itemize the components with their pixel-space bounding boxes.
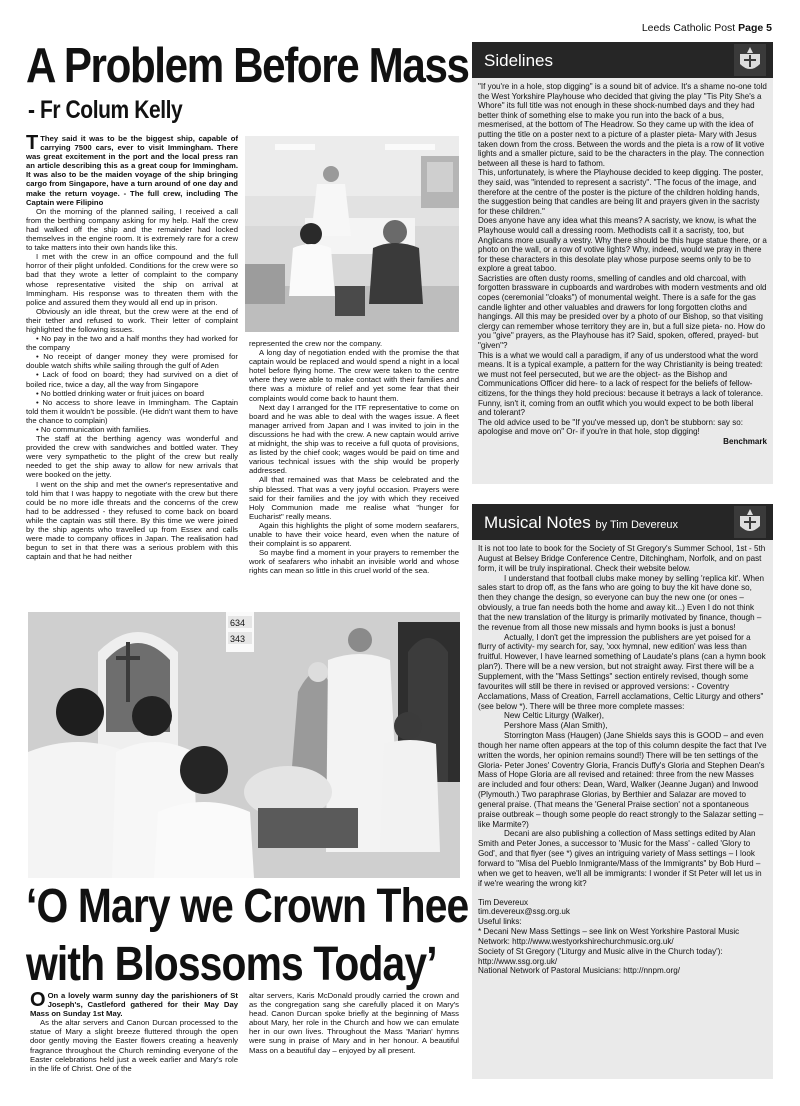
sidelines-title-bar	[472, 42, 773, 78]
article1-headline: A Problem Before Mass	[26, 39, 469, 93]
article1-column-1	[26, 134, 238, 604]
musical-notes-title-bar	[472, 504, 773, 540]
paragraph: A long day of negotiation ended with the promise the that captain would be replaced and would spend a night in a local hotel before flying home. The crew were taken to the centre where they were able to make contact with their families and there was a mixture of relief and yet some fear that their complaints would come back to haunt them.	[249, 348, 459, 403]
paragraph: I met with the crew in an office compound and the full horror of their plight unfolded. Conditions for the crew were so bad that they wrote a letter of complaint to the company whose representative visited the ship on arrival at Immingham. His response was to threaten them with the police and assured them they would all end up in prison.	[26, 252, 238, 307]
sidelines-title: Sidelines	[484, 51, 553, 70]
paragraph: represented the crew nor the company.	[249, 339, 383, 348]
author-name: Tim Devereux	[478, 897, 529, 907]
paragraph: altar servers, Karis McDonald proudly carried the crown and as the congregation sang she carefully placed it on Mary's head. Canon Durcan spoke briefly at the beginning of Mass about Mary, her role in the Church and how we can emulate her in our own lives. Throughout the Mass 'Marian' hymns were sung in praise of Mary and in her honour. A beautiful Mass on a beautiful day – enjoyed by all present.	[249, 991, 459, 1055]
paragraph: The old advice used to be "If you've messed up, don't be stubborn: say so: apologise and move on" Or- if you're in that hole, stop digging!	[478, 417, 743, 437]
sidelines-body	[472, 78, 773, 447]
paragraph: Actually, I don't get the impression the publishers are yet poised for a flurry of activity- my search for, say, 'xxx hymnal, new edition' was less than fruitful. However, I have learned something of Laudate's plans (can a hymn book plan?). There will be a new version, but not straight away. First there will be a Supplement, with the "Mass Settings" section entirely revised, though some favourites will still be there in revised or approved versions: - Coventry Acclamations, Mass of Creation, Farrell acclamations, Celtic Liturgy and others"(see below *). There will be three more complete masses:	[478, 632, 766, 711]
paragraph: Does anyone have any idea what this means? A sacristy, we know, is what the Playhouse would call a dressing room. Methodists call it a sacristy, too, but Anglicans more usually a vestry. Why there should be this huge statue there, or a photo on the wall, or a row of votive lights? Why, indeed, would we pray in there for these characters in this desolate play whose purpose seems only to be to explore a great taboo.	[478, 216, 767, 274]
list-item: • No pay in the two and a half months they had worked for the company	[26, 334, 238, 353]
ship-mass-photo	[245, 136, 459, 332]
musical-notes-body	[472, 540, 773, 976]
signature: Benchmark	[723, 436, 767, 446]
article1-lead: T They said it was to be the biggest ship, capable of carrying 7500 cars, ever to visit Immingham. There was great excitement in the port and the local press ran an article describing this as a great coup for Immingham. It was also to be the maiden voyage of the ship bringing cargo from Singapore, have a turn around of one day and make the return voyage. - The full crew, including The Captain were Filipino	[26, 134, 238, 207]
links-heading: Useful links:	[478, 917, 522, 927]
paragraph: Storrington Mass (Haugen) (Jane Shields says this is GOOD – and even though her name often appears at the top of this column despite the fact that I've written the words, her opinion remains sound!) There will be ten settings of the Gloria- Peter Jones' Coventry Gloria, Francis Duffy's Gloria and Stephen Dean's Mass of Hope Gloria are all revised and retained: three from the new Masses are included and four others: Dean, Ward, Walker (Jeanne Jugan) and Inwood (Plymouth.) Two paraphrase Glorias, by Berthier and Salazar are moved to general praise. (That means the 'General Praise section' not a spontaneous praise outbreak – though some people do react strongly to the Salazar setting – like Marmite?)	[478, 731, 767, 829]
paragraph: This is a what we would call a paradigm, if any of us understood what the word means. It is a typical example, a pattern for the way Christianity is being treated: we must not feel persecuted, but we are the object- as the Bishop and Communications Officer did here- to a lack of respect for the beliefs of fellow-citizens, for the things they hold precious: because it betrays a lack of tolerance. Funny, isn't it, coming from an outfit which you would expect to be both liberal and tolerant?	[478, 350, 763, 418]
paragraph: I went on the ship and met the owner's representative and told him that I was happy to negotiate with the crew but there could be no more idle threats and the concerns of the crew had to be addressed - they refused to come back on board while the captain was still there. By this time we were joined by the ship agents who travelled up from Essex and calls were made to company offices in Japan. The realisation had begun to set in that there was a serious problem with this captain and that he had neither	[26, 479, 238, 562]
ship-mass-photo-illustration	[245, 136, 459, 332]
sidelines-box	[472, 42, 773, 484]
page-number: Page 5	[738, 22, 772, 34]
musical-notes-title: Musical Notes	[484, 513, 591, 532]
paragraph: This, unfortunately, is where the Playhouse decided to keep digging. The poster, they said, was "intended to represent a sacristy". "The focus of the image, and therefore at the centre of the poster is the picture of the children holding hands, the suggestion being that candles are being lit and prayers given in the sacristy for these children."	[478, 168, 764, 216]
musical-notes-byline: by Tim Devereux	[595, 519, 679, 531]
paragraph: "If you're in a hole, stop digging" is a sound bit of advice. It's a shame no-one told the West Yorkshire Playhouse who decided that giving the play "Tis Pity She's a Whore" its full title was not enough in these shock-numbed days and they had better think of something else to make you run into the back of a bus, mesmerised, at the bottom of The Headrow. So they came up with the idea of putting the title on a poster next to a picture of a plaster pieta- Mary with Jesus taken down from the cross. Between the words and the pieta is a row of lit votive lights and a smaller picture, said to be the characters in the play. The connection between all these is hard to fathom.	[478, 82, 767, 168]
diocese-crest-icon	[734, 44, 766, 76]
paragraph: As the altar servers and Canon Durcan processed to the statue of Mary a slight breeze fluttered through the open door gently moving the Easter flowers creating a heavenly fragrance throughout the Church reminding everyone of the Easter celebrations held just a week earlier and Mary's role in the life of Christ. One of the	[30, 1018, 238, 1073]
paragraph: The staff at the berthing agency was wonderful and provided the crew with sandwiches and bottled water. They were very sympathetic to the plight of the crew but really needed to get the ship away to allow for new arrivals that were booked on the jetty.	[26, 434, 238, 480]
paragraph: Next day I arranged for the ITF representative to come on board and he was able to deal with the wages issue. A fleet manager arrived from Japan and I was invited to join in the discussions he had with the crew. A new captain would arrive at midnight, the ship was to receive a full quota of provisions, as listed by the chief cook; wages would be paid on time and various technical issues with the ship would be properly addressed.	[249, 402, 459, 476]
list-item: New Celtic Liturgy (Walker),	[504, 711, 604, 721]
publication-name: Leeds Catholic Post	[641, 22, 736, 34]
article2-headline	[26, 878, 468, 994]
paragraph: All that remained was that Mass be celebrated and the ship blessed. That was a very joyful occasion. Prayers were said for their families and the joy with which they received Holy Communion made me realise what "hunger for Eucharist" really means.	[249, 475, 459, 521]
link-item: National Network of Pastoral Musicians: http://nnpm.org/	[478, 966, 680, 976]
may-crowning-photo	[28, 612, 460, 878]
musical-notes-box	[472, 504, 773, 1079]
diocese-crest-icon	[734, 506, 766, 538]
paragraph: Obviously an idle threat, but the crew were at the end of their tether and refused to work. Their letter of complaint highlighted the following issues.	[26, 306, 238, 334]
hymn-number: 343	[230, 634, 246, 644]
paragraph: On the morning of the planned sailing, I received a call from the berthing company asking for my help. Half the crew had walked off the ship and the remainder had locked themselves in the engine room. It is extremely rare for a crew to take matters into their own hands like this.	[26, 206, 238, 253]
article1-column-2	[249, 339, 459, 604]
list-item: Pershore Mass (Alan Smith),	[504, 721, 608, 731]
list-item: • No receipt of danger money they were promised for double watch shifts while sailing through the gulf of Aden	[26, 352, 238, 371]
list-item: • No access to shore leave in Immingham. The Captain told them it wouldn't be possible. (He didn't want them to have the chance to complain)	[26, 397, 238, 425]
link-item: Society of St Gregory ('Liturgy and Music alive in the Church today'): http://www.ssg.org.uk/	[478, 946, 723, 966]
list-item: • Lack of food on board; they had survived on a diet of boiled rice, twice a day, all the way from Singapore	[26, 370, 238, 389]
paragraph: Decani are also publishing a collection of Mass settings edited by Alan Smith and Peter Jones, a successor to 'Music for the Mass' - called 'Glory to God', and that flyer (see *) gives an intriguing variety of Mass settings – I look forward to "Misa del Pueblo Inmigrante/Mass of the Immigrants" by Bob Hurd – when we get to heaven, we'll all be immigrants: I wonder if St Peter will let us in if we're wearing the wrong kit?	[478, 829, 762, 888]
page-header	[642, 22, 772, 34]
article2-lead: O On a lovely warm sunny day the parishioners of St Joseph's, Castleford gathered for their May Day Mass on Sunday 1st May.	[30, 991, 238, 1019]
article1-byline: - Fr Colum Kelly	[28, 96, 183, 124]
author-email: tim.devereux@ssg.org.uk	[478, 907, 570, 917]
list-item: • No communication with families.	[36, 425, 151, 434]
paragraph: I understand that football clubs make money by selling 'replica kit'. When sales start to drop off, as the fans who are going to buy the kit have done so, then they change the design, so everyone can buy the new one (or ones – obviously, a true fan needs both the home and away kit...) Even I do not think that the new translation of the liturgy is primarily motivated by finance, though – the revenue from all those new missals and hymn books is just a bonus!	[478, 573, 764, 632]
article2-column-1	[30, 991, 238, 1073]
headline-line: with Blossoms Today’	[26, 938, 437, 991]
paragraph: Sacristies are often dusty rooms, smelling of candles and old charcoal, with forgotten brassware in cupboards and wardrobes with modern vestments and old copes (ceremonial "cloaks") of monumental weight. There is a safe for the gas candle lighter and other valuables and drawers for long forgotten cloths and hangings. All this may be presided over by a photo of our Bishop, so that visiting clergy can remember whose territory they are in, but a full size pieta- no. How do you "give" prayers, as the Playhouse has it? Said, spoken, offered, prayed- but "given"?	[478, 273, 767, 351]
paragraph: Again this highlights the plight of some modern seafarers, unable to have their voice heard, even when the nature of their complaint is so apparent.	[249, 520, 459, 549]
list-item: • No bottled drinking water or fruit juices on board	[36, 388, 205, 398]
hymn-number: 634	[230, 618, 246, 628]
may-crowning-photo-illustration	[28, 612, 460, 878]
article2-column-2	[249, 991, 459, 1073]
paragraph: So maybe find a moment in your prayers to remember the work of seafarers who inhabit an invisible world and whose rights can mean so little in this cruel world of the sea.	[249, 548, 459, 576]
headline-line: ‘O Mary we Crown Thee	[26, 880, 469, 933]
link-item: * Decani New Mass Settings – see link on West Yorkshire Pastoral Music Network: http://www.westyorkshirechurchmusic.org.uk/	[478, 927, 740, 946]
paragraph: It is not too late to book for the Society of St Gregory's Summer School, 1st - 5th August at Belsey Bridge Conference Centre, Ditchingham, Norfolk, and on past form, it will be truly inspirational. Check their website below.	[478, 544, 766, 573]
